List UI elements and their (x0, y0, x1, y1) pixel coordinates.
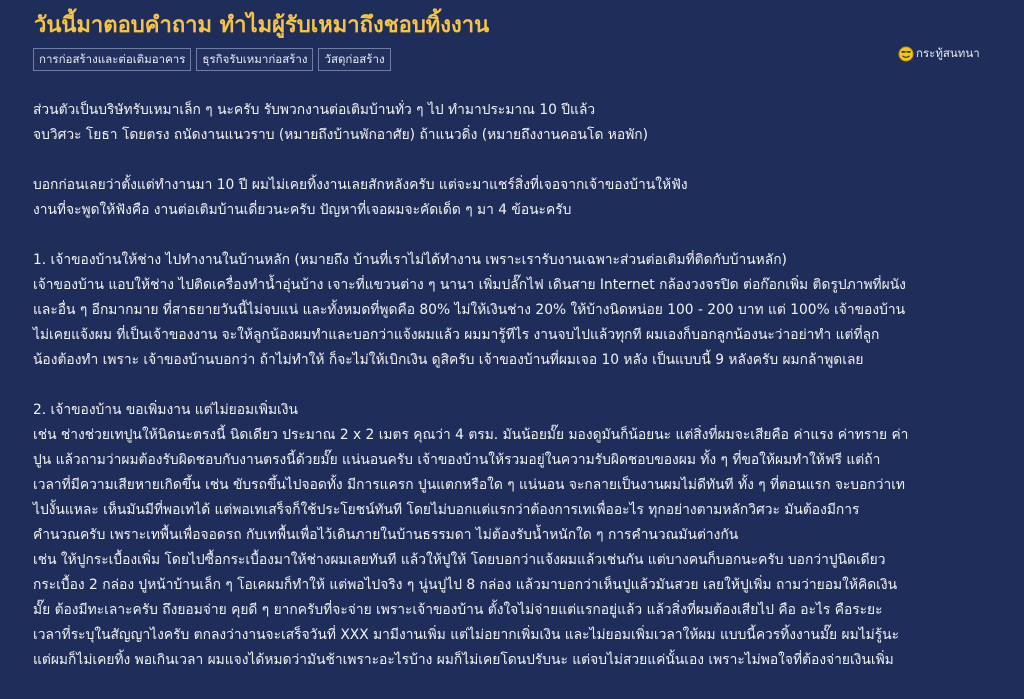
text-line: ไม่เคยแจ้งผม ที่เป็นเจ้าของงาน จะให้ลูกน้องผมทำและบอกว่าแจ้งผมแล้ว ผมมารู้ทีไร งานจบไปแล้วทุกที ผมเองก็บอกลูกน้องนะว่าอย่าทำ แต่ที่ลูก (33, 327, 880, 343)
smiley-face-icon (898, 46, 914, 62)
post-body (33, 98, 993, 673)
tag-contractor-business[interactable]: ธุรกิจรับเหมาก่อสร้าง (196, 48, 313, 71)
tag-materials[interactable]: วัสดุก่อสร้าง (318, 48, 390, 71)
text-line: เช่น ให้ปูกระเบื้องเพิ่ม โดยไปซื้อกระเบื้องมาให้ช่างผมเลยทันที แล้วให้ปูให้ โดยบอกว่าแจ้งผมแล้วเช่นกัน แต่บางคนก็บอกนะครับ บอกว่าปูนิดเดียว (33, 552, 886, 568)
text-line: คำนวณครับ เพราะเทพื้นเพื่อจอดรถ กับเทพื้นเพื่อไว้เดินภายในบ้านธรรมดา ไม่ต้องรับน้ำหนักใด ๆ การคำนวณมันต่างกัน (33, 527, 739, 543)
text-line: แต่ผมก็ไม่เคยทิ้ง พอเกินเวลา ผมแจงได้หมดว่ามันช้าเพราะอะไรบ้าง ผมก็ไม่เคยโดนปรับนะ แต่จบไม่สวยแค่นั้นเอง เพราะไม่พอใจที่ต้องจ่ายเงินเพิ่ม (33, 652, 894, 668)
room-link[interactable] (898, 45, 980, 63)
text-line: ปูน แล้วถามว่าผมต้องรับผิดชอบกับงานตรงนี้ด้วยมั๊ย แน่นอนครับ เจ้าของบ้านให้รวมอยู่ในความรับผิดชอบของผม ทั้ง ๆ ที่ขอให้ผมทำให้ฟรี แต่ถ้า (33, 452, 881, 468)
text-line: มั๊ย ต้องมีทะเลาะครับ ถึงยอมจ่าย คุยดี ๆ ยากครับที่จะจ่าย เพราะเจ้าของบ้าน ตั้งใจไม่จ่ายแต่แรกอยู่แล้ว แล้วสิ่งที่ผมต้องเสียไป คือ อะไร คือระยะ (33, 602, 883, 618)
text-line: 1. เจ้าของบ้านให้ช่าง ไปทำงานในบ้านหลัก (หมายถึง บ้านที่เราไม่ได้ทำงาน เพราะเรารับงานเฉพาะส่วนต่อเติมที่ติดกับบ้านหลัก) (33, 252, 787, 268)
tag-list (33, 48, 391, 71)
text-line: เช่น ช่างช่วยเทปูนให้นิดนะตรงนี้ นิดเดียว ประมาณ 2 x 2 เมตร คุณว่า 4 ตรม. มันน้อยมั๊ย มองดูมันก็น้อยนะ แต่สิ่งที่ผมจะเสียคือ ค่าแรง ค่าทราย ค่า (33, 427, 909, 443)
paragraph-point-1 (33, 248, 993, 373)
paragraph-point-2 (33, 398, 993, 673)
text-line: และอื่น ๆ อีกมากมาย ที่สาธยายวันนี้ไม่จบแน่ และทั้งหมดที่พูดคือ 80% ไม่ให้เงินช่าง 20% ให้บ้างนิดหน่อย 100 - 200 บาท แต่ 100% เจ้าของบ้าน (33, 302, 906, 318)
text-line: จบวิศวะ โยธา โดยตรง ถนัดงานแนวราบ (หมายถึงบ้านพักอาศัย) ถ้าแนวดิ่ง (หมายถึงงานคอนโด หอพัก) (33, 127, 649, 143)
text-line: น้องต้องทำ เพราะ เจ้าของบ้านบอกว่า ถ้าไม่ทำให้ ก็จะไม่ให้เบิกเงิน ดูสิครับ เจ้าของบ้านที่ผมเจอ 10 หลัง เป็นแบบนี้ 9 หลังครับ ผมกล้าพูดเลย (33, 352, 864, 368)
text-line: บอกก่อนเลยว่าตั้งแต่ทำงานมา 10 ปี ผมไม่เคยทิ้งงานเลยสักหลังครับ แต่จะมาแชร์สิ่งที่เจอจากเจ้าของบ้านให้ฟัง (33, 177, 688, 193)
topic-title: วันนี้มาตอบคำถาม ทำไมผู้รับเหมาถึงชอบทิ้งงาน (34, 13, 490, 38)
text-line: งานที่จะพูดให้ฟังคือ งานต่อเติมบ้านเดี่ยวนะครับ ปัญหาที่เจอผมจะคัดเด็ด ๆ มา 4 ข้อนะครับ (33, 202, 572, 218)
text-line: เจ้าของบ้าน แอบให้ช่าง ไปติดเครื่องทำน้ำอุ่นบ้าง เจาะที่แขวนต่าง ๆ นานา เพิ่มปลั๊กไฟ เดินสาย Internet กล้องวงจรปิด ต่อก๊อกเพิ่ม ติดรูปภาพที่ผนัง (33, 277, 906, 293)
paragraph-preface (33, 173, 993, 223)
tag-construction[interactable]: การก่อสร้างและต่อเติมอาคาร (33, 48, 191, 71)
text-line: ไปงั้นแหละ เห็นมันมีที่พอเทได้ แต่พอเทเสร็จก็ใช้ประโยชน์ทันที โดยไม่บอกแต่แรกว่าต้องการเทเพื่ออะไร ทุกอย่างตามหลักวิศวะ มันต้องมีการ (33, 502, 860, 518)
text-line: เวลาที่ระบุในสัญญาไงครับ ตกลงว่างานจะเสร็จวันที่ XXX มามีงานเพิ่ม แต่ไม่อยากเพิ่มเงิน และไม่ยอมเพิ่มเวลาให้ผม แบบนี้ควรทิ้งงานมั๊ย ผมไม่รู้นะ (33, 627, 899, 643)
text-line: ส่วนตัวเป็นบริษัทรับเหมาเล็ก ๆ นะครับ รับพวกงานต่อเติมบ้านทั่ว ๆ ไป ทำมาประมาณ 10 ปีแล้ว (33, 102, 596, 118)
text-line: เวลาที่มีความเสียหายเกิดขึ้น เช่น ขับรถขึ้นไปจอดทั้ง มีการแครก ปูนแตกหรือใด ๆ แน่นอน จะกลายเป็นงานผมไม่ดีทันที ทั้ง ๆ ที่ตอนแรก จะบอกว่าเท (33, 477, 906, 493)
text-line: 2. เจ้าของบ้าน ขอเพิ่มงาน แต่ไม่ยอมเพิ่มเงิน (33, 402, 298, 418)
paragraph-intro (33, 98, 993, 148)
text-line: กระเบื้อง 2 กล่อง ปูหน้าบ้านเล็ก ๆ โอเคผมก็ทำให้ แต่พอไปจริง ๆ นู่นปูไป 8 กล่อง แล้วมาบอกว่าเห็นปูแล้วมันสวย เลยให้ปูเพิ่ม ถามว่ายอมให้คิดเงิน (33, 577, 898, 593)
room-label: กระทู้สนทนา (916, 46, 980, 60)
